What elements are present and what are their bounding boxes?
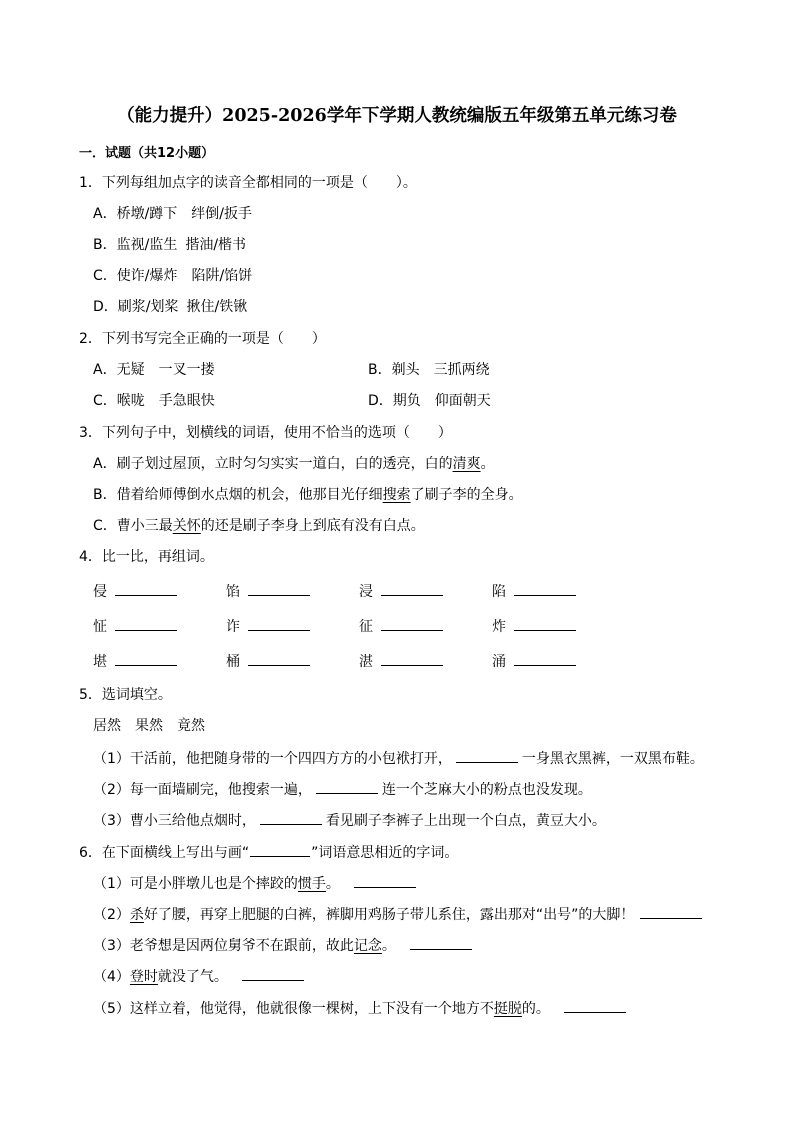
q6-s2-end: 好了腰，再穿上肥腿的白裤，裤脚用鸡肠子带儿系住，露出那对“出号”的大脚！: [143, 907, 635, 923]
q6-s5-text: （5）这样立着，他觉得，他就很像一棵树，上下没有一个地方不: [93, 1001, 494, 1017]
q3-option-b-underlined: 搜索: [382, 487, 411, 503]
char-item: [93, 581, 181, 602]
char-item: [359, 581, 447, 602]
question-1-stem: 1．下列每组加点字的读音全都相同的一项是（ ）。: [79, 175, 417, 191]
q1-option-d[interactable]: [93, 297, 247, 317]
char-item: [226, 581, 314, 602]
char-item: [226, 651, 314, 672]
q2-option-b-word2: 三抓两绕: [433, 362, 490, 378]
q6-s4-underlined: 登时: [129, 969, 158, 985]
answer-blank[interactable]: [115, 651, 177, 666]
q1-option-a-word1: A．桥墩/蹲下: [93, 206, 178, 222]
q2-option-c-word1: C．喉咙: [93, 393, 145, 409]
question-4-stem: 4．比一比，再组词。: [79, 549, 214, 565]
answer-blank[interactable]: [248, 616, 310, 631]
q1-option-c-word2: 陷阱/馅饼: [191, 268, 253, 284]
q3-option-a-end: 。: [480, 456, 495, 472]
q2-option-d[interactable]: [368, 391, 491, 411]
q1-option-a-word2: 绊倒/扳手: [191, 206, 253, 222]
char-label: 怔: [93, 619, 107, 635]
question-6-stem: [79, 842, 458, 863]
q3-option-c-text: C．曹小三最: [93, 518, 173, 534]
answer-blank[interactable]: [381, 651, 443, 666]
char-item: [93, 616, 181, 637]
q5-sentence-3: [93, 810, 606, 831]
q2-option-a-word1: A．无疑: [93, 362, 145, 378]
q6-s1-end: 。: [325, 876, 340, 892]
q2-option-c[interactable]: [93, 391, 215, 411]
char-label: 馅: [226, 584, 240, 600]
q5-s3-end: 看见刷子李裤子上出现一个白点，黄豆大小。: [325, 813, 606, 829]
answer-blank[interactable]: [248, 581, 310, 596]
q5-sentence-1: [93, 748, 704, 769]
q6-s3-underlined: 记念: [353, 938, 382, 954]
q3-option-b[interactable]: [93, 485, 523, 505]
q2-option-b-word1: B．剃头: [368, 362, 420, 378]
q1-option-c-word1: C．使诈/爆炸: [93, 268, 178, 284]
q1-option-c[interactable]: [93, 266, 252, 286]
q6-s4-end: 就没了气。: [157, 969, 228, 985]
char-item: [359, 616, 447, 637]
q1-option-d-word2: 揪住/铁锹: [186, 299, 248, 315]
q3-option-c[interactable]: [93, 516, 425, 536]
q1-option-b-word1: B．监视/监生: [93, 237, 178, 253]
char-item: [226, 616, 314, 637]
q6-s5-underlined: 挺脱: [493, 1001, 522, 1017]
q2-option-a[interactable]: [93, 360, 215, 380]
answer-blank[interactable]: [514, 616, 576, 631]
q6-s3-end: 。: [381, 938, 396, 954]
q5-s1-text: （1）干活前，他把随身带的一个四四方方的小包袱打开，: [93, 751, 452, 767]
q6-s4-text: （4）: [93, 969, 130, 985]
q6-s1-underlined: 惯手: [297, 876, 326, 892]
char-label: 征: [359, 619, 373, 635]
char-label: 侵: [93, 584, 107, 600]
question-2-stem: 2．下列书写完全正确的一项是（ ）: [79, 331, 326, 347]
q1-option-d-word1: D．刷浆/划桨: [93, 299, 179, 315]
q2-option-d-word2: 仰面朝天: [434, 393, 491, 409]
char-label: 炸: [492, 619, 506, 635]
char-label: 浸: [359, 584, 373, 600]
q5-sentence-2: [93, 779, 592, 800]
q5-s3-text: （3）曹小三给他点烟时，: [93, 813, 256, 829]
q3-option-c-underlined: 关怀: [172, 518, 201, 534]
stem-blank: [250, 842, 310, 857]
q5-s2-end: 连一个芝麻大小的粉点也没发现。: [381, 782, 592, 798]
q6-s1-text: （1）可是小胖墩儿也是个摔跤的: [93, 876, 298, 892]
q3-option-c-end: 的还是刷子李身上到底有没有白点。: [200, 518, 425, 534]
q6-stem-end: ”词语意思相近的字词。: [311, 845, 459, 861]
char-label: 诈: [226, 619, 240, 635]
q6-s2-underlined: 杀: [129, 907, 144, 923]
answer-blank[interactable]: [456, 748, 518, 763]
question-5-stem: 5．选词填空。: [79, 687, 172, 703]
q2-option-a-word2: 一叉一搂: [158, 362, 215, 378]
answer-blank[interactable]: [242, 966, 304, 981]
q2-option-b[interactable]: [368, 360, 490, 380]
answer-blank[interactable]: [115, 616, 177, 631]
q1-option-b-word2: 揩油/楷书: [185, 237, 247, 253]
q6-s2-text: （2）: [93, 907, 130, 923]
q3-option-a-text: A．刷子划过屋顶，立时匀匀实实一道白，白的透亮，白的: [93, 456, 453, 472]
q6-sentence-2: [93, 904, 706, 925]
char-item: [492, 581, 580, 602]
answer-blank[interactable]: [514, 651, 576, 666]
q3-option-b-text: B．借着给师傅倒水点烟的机会，他那目光仔细: [93, 487, 383, 503]
answer-blank[interactable]: [115, 581, 177, 596]
answer-blank[interactable]: [564, 998, 626, 1013]
q6-sentence-1: [93, 873, 420, 894]
q2-option-d-word1: D．期负: [368, 393, 421, 409]
answer-blank[interactable]: [410, 935, 472, 950]
question-3-stem: 3．下列句子中，划横线的词语，使用不恰当的选项（ ）: [79, 425, 452, 441]
q3-option-a-underlined: 清爽: [452, 456, 481, 472]
answer-blank[interactable]: [260, 810, 322, 825]
char-item: [93, 651, 181, 672]
answer-blank[interactable]: [354, 873, 416, 888]
q6-s3-text: （3）老爷想是因两位舅爷不在跟前，故此: [93, 938, 354, 954]
answer-blank[interactable]: [640, 904, 702, 919]
answer-blank[interactable]: [381, 616, 443, 631]
q6-sentence-3: [93, 935, 476, 956]
q5-s2-text: （2）每一面墙刷完，他搜索一遍，: [93, 782, 312, 798]
q6-sentence-4: [93, 966, 308, 987]
char-label: 涌: [492, 654, 506, 670]
q6-sentence-5: [93, 998, 630, 1019]
answer-blank[interactable]: [381, 581, 443, 596]
page-title: （能力提升）2025-2026学年下学期人教统编版五年级第五单元练习卷: [117, 106, 677, 126]
q1-option-a[interactable]: [93, 204, 252, 224]
char-item: [359, 651, 447, 672]
q2-option-c-word2: 手急眼快: [158, 393, 215, 409]
answer-blank[interactable]: [316, 779, 378, 794]
section-heading: 一．试题（共12小题）: [79, 146, 215, 161]
q6-s5-end: 的。: [521, 1001, 550, 1017]
q5-s1-end: 一身黑衣黑裤，一双黑布鞋。: [521, 751, 704, 767]
answer-blank[interactable]: [514, 581, 576, 596]
char-label: 桶: [226, 654, 240, 670]
q1-option-b[interactable]: [93, 235, 246, 255]
char-label: 湛: [359, 654, 373, 670]
q5-word-bank: 居然 果然 竟然: [93, 718, 205, 734]
char-item: [492, 616, 580, 637]
q3-option-a[interactable]: [93, 454, 495, 474]
q3-option-b-end: 了刷子李的全身。: [410, 487, 523, 503]
char-label: 堪: [93, 654, 107, 670]
q6-stem-text: 6．在下面横线上写出与画“: [79, 845, 250, 861]
char-item: [492, 651, 580, 672]
char-label: 陷: [492, 584, 506, 600]
answer-blank[interactable]: [248, 651, 310, 666]
